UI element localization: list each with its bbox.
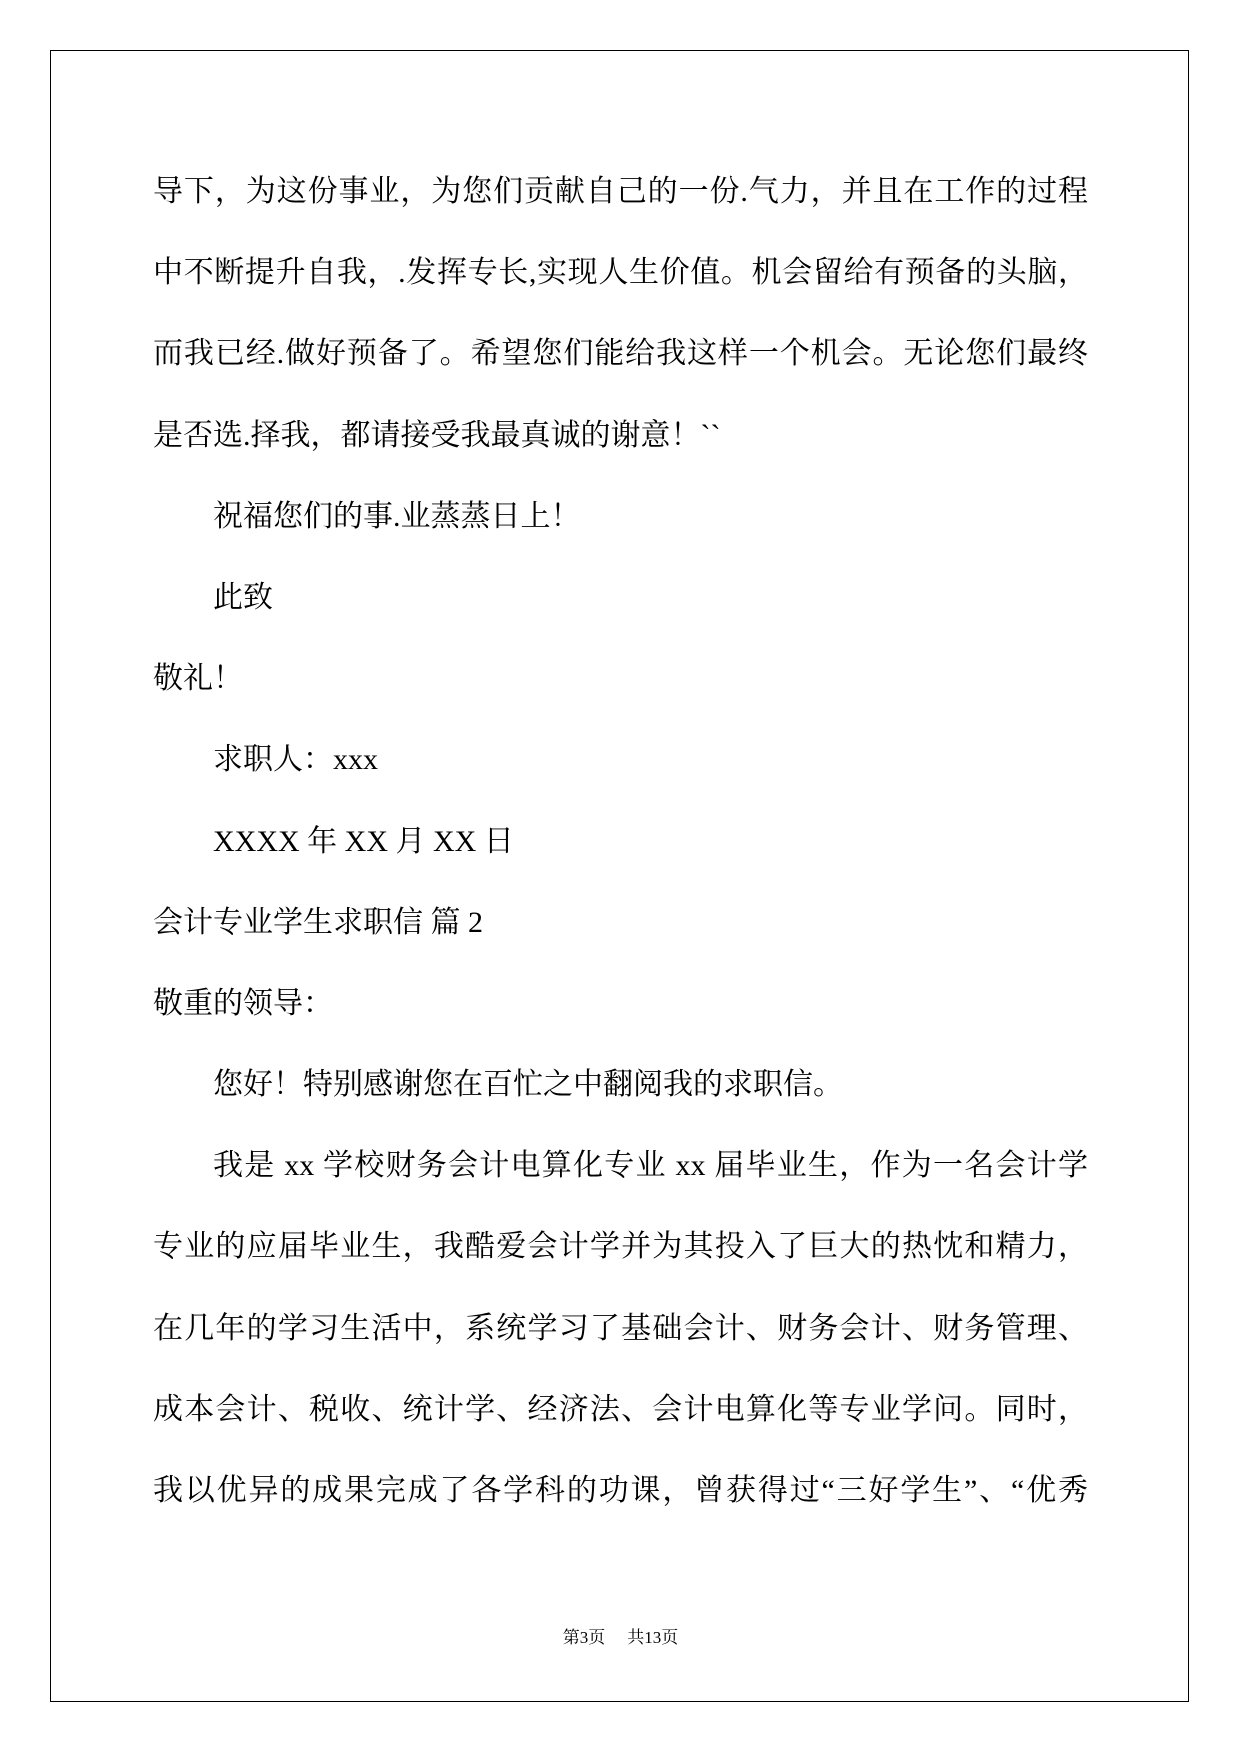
body-line: 中不断提升自我，.发挥专长,实现人生价值。机会留给有预备的头脑， <box>153 256 1088 290</box>
body-line: 而我已经.做好预备了。希望您们能给我这样一个机会。无论您们最终 <box>153 337 1088 371</box>
body-line: 在几年的学习生活中，系统学习了基础会计、财务会计、财务管理、 <box>153 1311 1088 1345</box>
body-line: 您好！特别感谢您在百忙之中翻阅我的求职信。 <box>213 1068 843 1102</box>
body-line: 专业的应届毕业生，我酷爱会计学并为其投入了巨大的热忱和精力， <box>153 1230 1088 1264</box>
page-footer <box>0 1626 1241 1650</box>
salutation-jingli: 敬礼！ <box>153 662 243 696</box>
greeting: 敬重的领导： <box>153 986 333 1020</box>
document-body <box>153 151 1088 1531</box>
current-page-number: 第3页 <box>562 1628 606 1647</box>
applicant-signature: 求职人：xxx <box>213 743 378 777</box>
body-line: 导下，为这份事业，为您们贡献自己的一份.气力，并且在工作的过程 <box>153 175 1088 208</box>
body-line: 是否选.择我，都请接受我最真诚的谢意！`` <box>153 418 721 452</box>
letter-date: XXXX 年 XX 月 XX 日 <box>213 824 514 858</box>
body-line: 我以优异的成果完成了各学科的功课，曾获得过“三好学生”、“优秀 <box>153 1474 1088 1507</box>
closing-wish: 祝福您们的事.业蒸蒸日上！ <box>213 499 581 533</box>
body-line: 我是 xx 学校财务会计电算化专业 xx 届毕业生，作为一名会计学 <box>213 1149 1088 1183</box>
body-line: 成本会计、税收、统计学、经济法、会计电算化等专业学问。同时， <box>153 1392 1088 1426</box>
total-page-count: 共13页 <box>627 1628 679 1647</box>
section-heading: 会计专业学生求职信 篇 2 <box>153 905 483 939</box>
salutation-cizhi: 此致 <box>213 580 273 614</box>
